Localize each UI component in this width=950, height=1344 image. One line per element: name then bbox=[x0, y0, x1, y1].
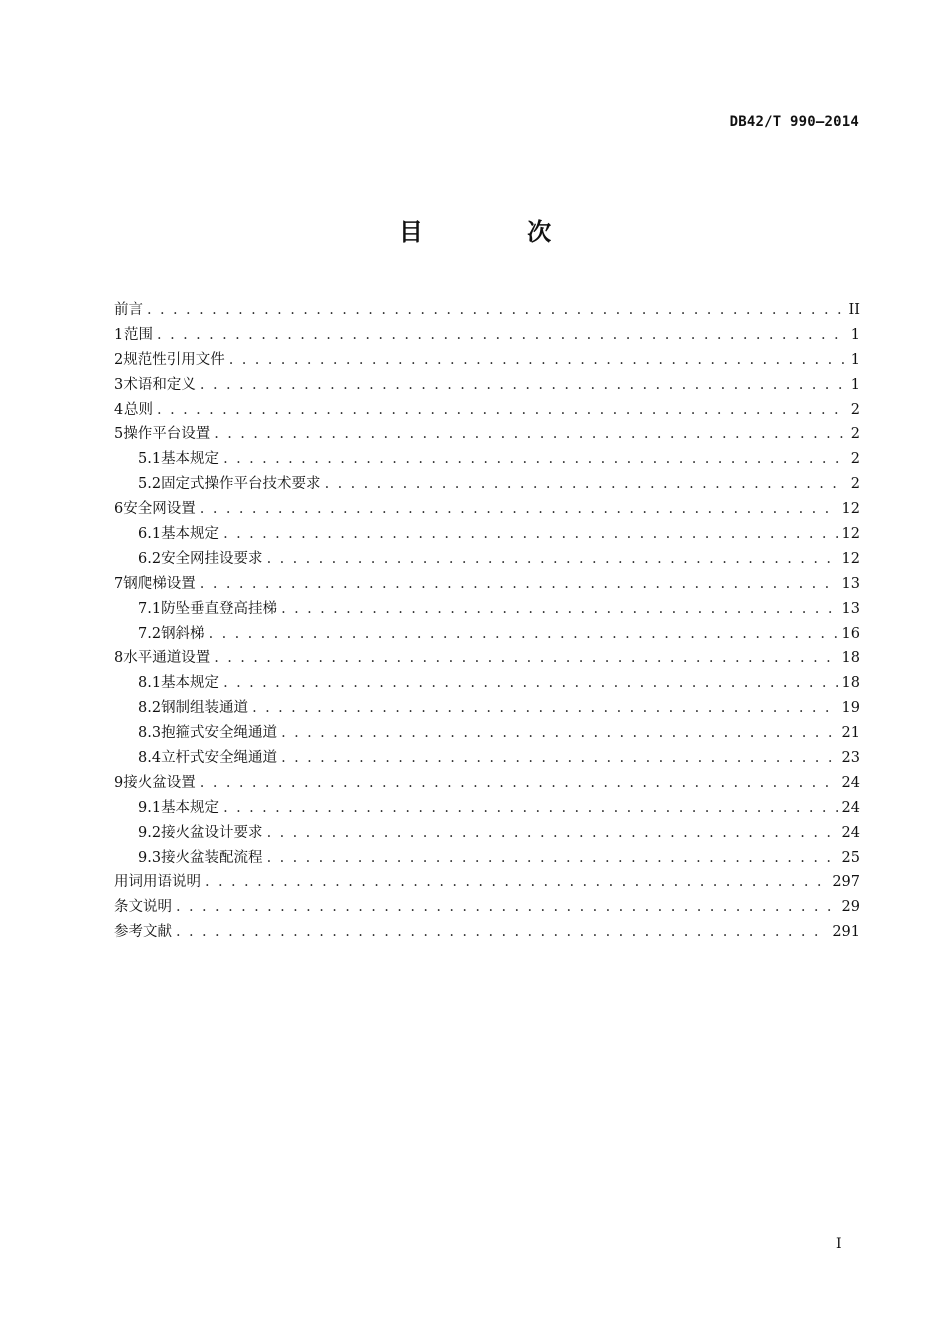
dot-leader bbox=[200, 572, 838, 597]
toc-entry-number: 7 bbox=[114, 575, 124, 592]
toc-entry-page: 24 bbox=[841, 774, 860, 791]
toc-entry[interactable] bbox=[114, 597, 860, 622]
toc-entry-label: 基本规定 bbox=[161, 451, 220, 468]
toc-entry-page: 297 bbox=[832, 874, 860, 891]
toc-entry[interactable] bbox=[114, 646, 860, 671]
toc-entry-label: 前言 bbox=[114, 302, 143, 318]
toc-entry-page: 13 bbox=[841, 600, 860, 617]
dot-leader bbox=[252, 696, 837, 721]
toc-entry-number: 5.2 bbox=[138, 476, 162, 493]
toc-entry[interactable] bbox=[114, 497, 860, 522]
toc-entry-number: 5.1 bbox=[138, 451, 162, 468]
toc-entry-number: 8.3 bbox=[138, 725, 162, 742]
toc-entry-page: 24 bbox=[841, 824, 860, 841]
dot-leader bbox=[281, 721, 837, 746]
toc-entry-number: 1 bbox=[114, 326, 124, 343]
toc-entry-page: 25 bbox=[841, 849, 860, 866]
toc-entry-number: 6.1 bbox=[138, 526, 162, 543]
toc-entry[interactable] bbox=[114, 572, 860, 597]
dot-leader bbox=[223, 522, 837, 547]
toc-entry-number: 8.4 bbox=[138, 750, 162, 767]
toc-entry-number: 6.2 bbox=[138, 550, 162, 567]
dot-leader bbox=[214, 422, 846, 447]
toc-entry[interactable] bbox=[114, 398, 860, 423]
toc-entry-label: 抱箍式安全绳通道 bbox=[161, 725, 278, 742]
toc-entry[interactable] bbox=[114, 472, 860, 497]
toc-entry-page: 2 bbox=[850, 451, 860, 468]
toc-entry-page: 18 bbox=[841, 675, 860, 692]
toc-entry-label: 术语和定义 bbox=[123, 376, 196, 393]
toc-entry[interactable] bbox=[114, 373, 860, 398]
toc-entry-number: 8.2 bbox=[138, 700, 162, 717]
toc-entry-label: 接火盆装配流程 bbox=[161, 849, 263, 866]
toc-entry-page: 19 bbox=[841, 700, 860, 717]
dot-leader bbox=[229, 348, 846, 373]
toc-entry-number: 9 bbox=[114, 774, 124, 791]
toc-entry-label: 钢爬梯设置 bbox=[123, 575, 196, 592]
toc-entry-label: 基本规定 bbox=[161, 799, 220, 816]
toc-entry-number: 9.1 bbox=[138, 799, 162, 816]
toc-entry-page: 1 bbox=[850, 326, 860, 343]
dot-leader bbox=[223, 447, 846, 472]
toc-entry-number: 9.2 bbox=[138, 824, 162, 841]
dot-leader bbox=[205, 870, 828, 895]
toc-entry-label: 范围 bbox=[124, 326, 154, 343]
toc-entry-page: 1 bbox=[850, 351, 860, 368]
toc-entry[interactable] bbox=[114, 547, 860, 572]
toc-entry-number: 3 bbox=[114, 376, 124, 393]
dot-leader bbox=[147, 298, 845, 323]
page-title: 目 次 bbox=[398, 218, 600, 246]
toc-entry[interactable] bbox=[114, 870, 860, 895]
dot-leader bbox=[281, 746, 837, 771]
toc-entry-page: 2 bbox=[850, 426, 860, 443]
dot-leader bbox=[325, 472, 846, 497]
toc-entry-page: 18 bbox=[841, 650, 860, 667]
toc-entry-page: 12 bbox=[841, 550, 860, 567]
toc-entry-page: 12 bbox=[841, 526, 860, 543]
toc-entry[interactable] bbox=[114, 746, 860, 771]
toc-entry-number: 7.1 bbox=[138, 600, 162, 617]
dot-leader bbox=[267, 547, 838, 572]
toc-entry[interactable] bbox=[114, 895, 860, 920]
dot-leader bbox=[157, 398, 846, 423]
dot-leader bbox=[200, 373, 846, 398]
toc-entry-page: 2 bbox=[850, 476, 860, 493]
toc-entry[interactable] bbox=[114, 323, 860, 348]
toc-entry[interactable] bbox=[114, 920, 860, 945]
toc-entry-page: 24 bbox=[841, 799, 860, 816]
document-code: DB42/T 990—2014 bbox=[729, 114, 859, 130]
toc-entry-label: 固定式操作平台技术要求 bbox=[161, 476, 321, 493]
toc-entry-label: 基本规定 bbox=[161, 675, 220, 692]
toc-entry-label: 参考文献 bbox=[114, 924, 172, 941]
toc-entry-page: 12 bbox=[841, 501, 860, 518]
dot-leader bbox=[176, 895, 838, 920]
toc-entry-label: 安全网挂设要求 bbox=[161, 550, 263, 567]
toc-entry-page: 16 bbox=[841, 625, 860, 642]
toc-entry-page: 29 bbox=[841, 899, 860, 916]
toc-entry-label: 立杆式安全绳通道 bbox=[161, 750, 278, 767]
toc-entry[interactable] bbox=[114, 821, 860, 846]
dot-leader bbox=[267, 846, 838, 871]
toc-entry-number: 7.2 bbox=[138, 625, 162, 642]
dot-leader bbox=[209, 622, 838, 647]
toc-entry[interactable] bbox=[114, 796, 860, 821]
dot-leader bbox=[281, 597, 837, 622]
toc-entry[interactable] bbox=[114, 298, 860, 323]
toc-entry-label: 接火盆设置 bbox=[123, 774, 196, 791]
toc-entry-label: 防坠垂直登高挂梯 bbox=[161, 600, 278, 617]
dot-leader bbox=[214, 646, 837, 671]
dot-leader bbox=[267, 821, 838, 846]
toc-entry-number: 8 bbox=[114, 650, 124, 667]
toc-entry-number: 4 bbox=[114, 401, 124, 418]
toc-entry-page: 23 bbox=[841, 750, 860, 767]
toc-entry[interactable] bbox=[114, 622, 860, 647]
dot-leader bbox=[157, 323, 846, 348]
toc-entry-label: 条文说明 bbox=[114, 899, 172, 916]
page-number: I bbox=[836, 1236, 842, 1252]
dot-leader bbox=[223, 671, 837, 696]
toc-entry[interactable] bbox=[114, 522, 860, 547]
toc-entry-label: 钢制组装通道 bbox=[161, 700, 249, 717]
dot-leader bbox=[223, 796, 837, 821]
toc-entry[interactable] bbox=[114, 447, 860, 472]
toc-entry-label: 操作平台设置 bbox=[123, 426, 211, 443]
dot-leader bbox=[176, 920, 828, 945]
toc-entry-page: 13 bbox=[841, 575, 860, 592]
toc-entry-number: 5 bbox=[114, 426, 124, 443]
toc-entry-page: 2 bbox=[850, 401, 860, 418]
toc-entry[interactable] bbox=[114, 771, 860, 796]
toc-entry-label: 总则 bbox=[124, 401, 154, 418]
toc-entry-page: 21 bbox=[841, 725, 860, 742]
toc-entry-label: 用词用语说明 bbox=[114, 874, 201, 891]
toc-entry-label: 水平通道设置 bbox=[123, 650, 211, 667]
toc-entry-page: 1 bbox=[850, 376, 860, 393]
toc-entry[interactable] bbox=[114, 671, 860, 696]
toc-entry-label: 安全网设置 bbox=[123, 501, 196, 518]
toc-entry-number: 6 bbox=[114, 501, 124, 518]
toc-entry-number: 8.1 bbox=[138, 675, 162, 692]
toc-entry-label: 钢斜梯 bbox=[161, 625, 205, 642]
toc-entry[interactable] bbox=[114, 422, 860, 447]
toc-entry-page: II bbox=[848, 302, 860, 318]
toc-entry[interactable] bbox=[114, 696, 860, 721]
toc-entry[interactable] bbox=[114, 348, 860, 373]
dot-leader bbox=[200, 771, 838, 796]
toc-entry-number: 9.3 bbox=[138, 849, 162, 866]
toc-entry-page: 291 bbox=[832, 924, 860, 941]
toc-entry-label: 接火盆设计要求 bbox=[161, 824, 263, 841]
dot-leader bbox=[200, 497, 838, 522]
toc-entry-label: 规范性引用文件 bbox=[123, 351, 225, 368]
toc-entry[interactable] bbox=[114, 846, 860, 871]
toc-entry-label: 基本规定 bbox=[161, 526, 220, 543]
table-of-contents bbox=[114, 298, 860, 945]
toc-entry[interactable] bbox=[114, 721, 860, 746]
toc-entry-number: 2 bbox=[114, 351, 124, 368]
